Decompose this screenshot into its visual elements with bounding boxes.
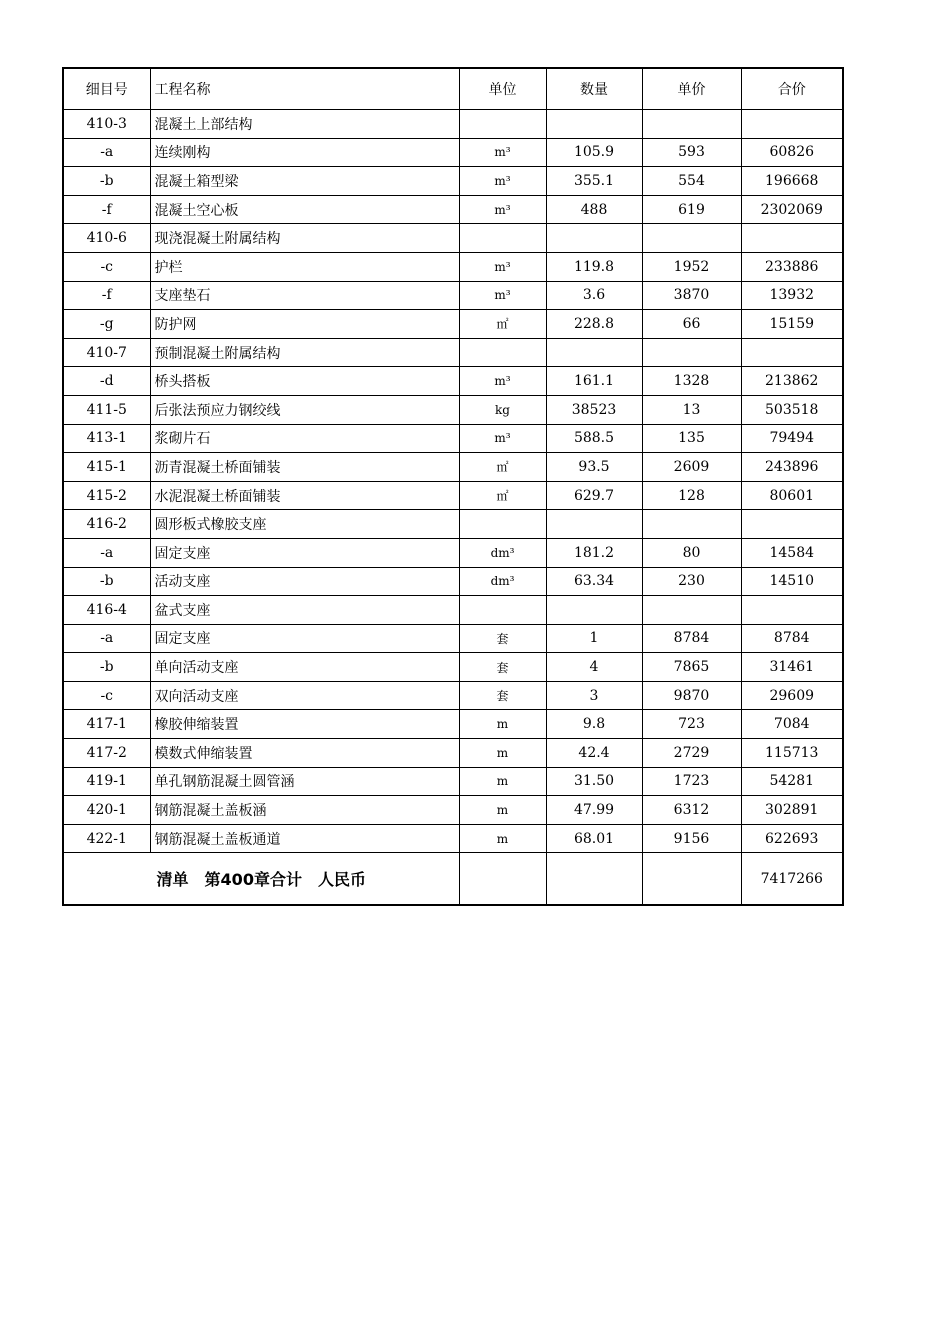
cell-name: 橡胶伸缩装置 bbox=[150, 710, 459, 739]
table-row bbox=[63, 338, 843, 367]
cell-name: 固定支座 bbox=[150, 624, 459, 653]
cell-code: -d bbox=[63, 367, 150, 396]
table-row bbox=[63, 624, 843, 653]
cell-qty bbox=[546, 224, 642, 253]
cell-qty: 3.6 bbox=[546, 281, 642, 310]
cell-qty: 105.9 bbox=[546, 138, 642, 167]
cell-name: 钢筋混凝土盖板通道 bbox=[150, 824, 459, 853]
cell-name: 沥青混凝土桥面铺装 bbox=[150, 453, 459, 482]
cell-qty bbox=[546, 110, 642, 139]
cell-qty: 488 bbox=[546, 195, 642, 224]
cell-amount: 13932 bbox=[741, 281, 843, 310]
cell-qty: 181.2 bbox=[546, 538, 642, 567]
cell-amount: 243896 bbox=[741, 453, 843, 482]
cell-amount: 29609 bbox=[741, 681, 843, 710]
cell-qty: 228.8 bbox=[546, 310, 642, 339]
cell-code: -a bbox=[63, 138, 150, 167]
cell-code: 417-1 bbox=[63, 710, 150, 739]
cell-unit: m³ bbox=[459, 281, 546, 310]
cell-qty: 38523 bbox=[546, 395, 642, 424]
cell-name: 水泥混凝土桥面铺装 bbox=[150, 481, 459, 510]
cell-name: 单孔钢筋混凝土圆管涵 bbox=[150, 767, 459, 796]
cell-code: -a bbox=[63, 538, 150, 567]
cell-amount: 15159 bbox=[741, 310, 843, 339]
cell-name: 护栏 bbox=[150, 252, 459, 281]
table-row bbox=[63, 567, 843, 596]
cell-unit: dm³ bbox=[459, 538, 546, 567]
cell-name: 混凝土空心板 bbox=[150, 195, 459, 224]
cell-qty: 355.1 bbox=[546, 167, 642, 196]
cell-unit: dm³ bbox=[459, 567, 546, 596]
header-row bbox=[63, 68, 843, 110]
cell-qty bbox=[546, 596, 642, 625]
cell-name: 防护网 bbox=[150, 310, 459, 339]
table-row bbox=[63, 453, 843, 482]
cell-price bbox=[642, 510, 741, 539]
cell-unit: m³ bbox=[459, 195, 546, 224]
cell-price: 3870 bbox=[642, 281, 741, 310]
cell-amount: 31461 bbox=[741, 653, 843, 682]
cell-qty: 1 bbox=[546, 624, 642, 653]
cell-unit: m³ bbox=[459, 424, 546, 453]
cell-code: 415-1 bbox=[63, 453, 150, 482]
total-label: 清单 第400章合计 人民币 bbox=[63, 853, 459, 906]
header-code: 细目号 bbox=[63, 68, 150, 110]
cell-name: 混凝土上部结构 bbox=[150, 110, 459, 139]
cell-code: 410-6 bbox=[63, 224, 150, 253]
cell-amount: 622693 bbox=[741, 824, 843, 853]
table-row bbox=[63, 596, 843, 625]
cell-price bbox=[642, 224, 741, 253]
cell-amount: 60826 bbox=[741, 138, 843, 167]
cell-unit: m bbox=[459, 796, 546, 825]
cell-unit: m³ bbox=[459, 252, 546, 281]
cell-qty: 63.34 bbox=[546, 567, 642, 596]
cell-price: 128 bbox=[642, 481, 741, 510]
cell-name: 单向活动支座 bbox=[150, 653, 459, 682]
cell-amount: 80601 bbox=[741, 481, 843, 510]
cell-code: -f bbox=[63, 195, 150, 224]
cell-amount: 213862 bbox=[741, 367, 843, 396]
cell-price: 1723 bbox=[642, 767, 741, 796]
table-row bbox=[63, 510, 843, 539]
cell-code: -b bbox=[63, 567, 150, 596]
header-unit: 单位 bbox=[459, 68, 546, 110]
cell-price: 554 bbox=[642, 167, 741, 196]
table-row bbox=[63, 195, 843, 224]
cell-price: 230 bbox=[642, 567, 741, 596]
cell-unit: kg bbox=[459, 395, 546, 424]
cell-unit: 套 bbox=[459, 681, 546, 710]
cell-amount: 14584 bbox=[741, 538, 843, 567]
cell-name: 活动支座 bbox=[150, 567, 459, 596]
cell-price: 6312 bbox=[642, 796, 741, 825]
cell-unit bbox=[459, 110, 546, 139]
cell-qty: 47.99 bbox=[546, 796, 642, 825]
cell-price: 135 bbox=[642, 424, 741, 453]
table-row bbox=[63, 481, 843, 510]
table-row bbox=[63, 739, 843, 768]
cell-qty: 161.1 bbox=[546, 367, 642, 396]
cell-unit: m bbox=[459, 767, 546, 796]
cell-qty: 4 bbox=[546, 653, 642, 682]
cell-qty bbox=[546, 510, 642, 539]
cell-unit: ㎡ bbox=[459, 481, 546, 510]
cell-amount: 14510 bbox=[741, 567, 843, 596]
cell-unit bbox=[459, 338, 546, 367]
cell-name: 浆砌片石 bbox=[150, 424, 459, 453]
cell-price: 8784 bbox=[642, 624, 741, 653]
cell-code: 415-2 bbox=[63, 481, 150, 510]
table-row bbox=[63, 824, 843, 853]
cell-price: 9870 bbox=[642, 681, 741, 710]
cell-price: 2609 bbox=[642, 453, 741, 482]
cell-amount bbox=[741, 224, 843, 253]
cell-code: 416-2 bbox=[63, 510, 150, 539]
cell-price: 7865 bbox=[642, 653, 741, 682]
cell-qty: 588.5 bbox=[546, 424, 642, 453]
cell-amount: 196668 bbox=[741, 167, 843, 196]
cell-amount: 2302069 bbox=[741, 195, 843, 224]
cell-code: 417-2 bbox=[63, 739, 150, 768]
cell-price: 13 bbox=[642, 395, 741, 424]
total-row bbox=[63, 853, 843, 906]
cell-code: -a bbox=[63, 624, 150, 653]
table-row bbox=[63, 424, 843, 453]
cell-unit bbox=[459, 510, 546, 539]
cell-code: -b bbox=[63, 653, 150, 682]
cell-unit: m bbox=[459, 739, 546, 768]
cell-unit: m³ bbox=[459, 138, 546, 167]
cell-amount: 8784 bbox=[741, 624, 843, 653]
cell-code: 422-1 bbox=[63, 824, 150, 853]
cell-name: 支座垫石 bbox=[150, 281, 459, 310]
cell-amount: 79494 bbox=[741, 424, 843, 453]
cell-qty: 629.7 bbox=[546, 481, 642, 510]
table-row bbox=[63, 710, 843, 739]
cell-price: 723 bbox=[642, 710, 741, 739]
table-row bbox=[63, 538, 843, 567]
cell-name: 模数式伸缩装置 bbox=[150, 739, 459, 768]
cell-name: 圆形板式橡胶支座 bbox=[150, 510, 459, 539]
cell-code: 410-3 bbox=[63, 110, 150, 139]
cell-code: -f bbox=[63, 281, 150, 310]
bill-of-quantities-table bbox=[62, 67, 844, 906]
table-row bbox=[63, 367, 843, 396]
cell-unit: m bbox=[459, 824, 546, 853]
cell-code: -g bbox=[63, 310, 150, 339]
cell-price: 2729 bbox=[642, 739, 741, 768]
cell-unit: m³ bbox=[459, 167, 546, 196]
cell-price bbox=[642, 338, 741, 367]
cell-name: 现浇混凝土附属结构 bbox=[150, 224, 459, 253]
cell-code: 410-7 bbox=[63, 338, 150, 367]
cell-amount: 302891 bbox=[741, 796, 843, 825]
cell-unit bbox=[459, 224, 546, 253]
cell-unit: m bbox=[459, 710, 546, 739]
table-row bbox=[63, 395, 843, 424]
table-row bbox=[63, 681, 843, 710]
cell-price: 593 bbox=[642, 138, 741, 167]
cell-code: -b bbox=[63, 167, 150, 196]
cell-amount bbox=[741, 338, 843, 367]
total-qty bbox=[546, 853, 642, 906]
cell-price: 1328 bbox=[642, 367, 741, 396]
table-row bbox=[63, 653, 843, 682]
cell-unit: ㎡ bbox=[459, 453, 546, 482]
cell-code: -c bbox=[63, 681, 150, 710]
cell-code: 420-1 bbox=[63, 796, 150, 825]
cell-amount: 7084 bbox=[741, 710, 843, 739]
cell-code: 413-1 bbox=[63, 424, 150, 453]
cell-code: 411-5 bbox=[63, 395, 150, 424]
total-unit bbox=[459, 853, 546, 906]
cell-amount bbox=[741, 510, 843, 539]
cell-amount: 503518 bbox=[741, 395, 843, 424]
cell-name: 钢筋混凝土盖板涵 bbox=[150, 796, 459, 825]
cell-price: 9156 bbox=[642, 824, 741, 853]
cell-name: 预制混凝土附属结构 bbox=[150, 338, 459, 367]
header-qty: 数量 bbox=[546, 68, 642, 110]
cell-name: 固定支座 bbox=[150, 538, 459, 567]
cell-code: 419-1 bbox=[63, 767, 150, 796]
header-amount: 合价 bbox=[741, 68, 843, 110]
cell-unit: 套 bbox=[459, 653, 546, 682]
table-row bbox=[63, 796, 843, 825]
table-row bbox=[63, 167, 843, 196]
cell-price: 80 bbox=[642, 538, 741, 567]
table-row bbox=[63, 224, 843, 253]
cell-unit: m³ bbox=[459, 367, 546, 396]
table-row bbox=[63, 281, 843, 310]
cell-amount: 233886 bbox=[741, 252, 843, 281]
total-price bbox=[642, 853, 741, 906]
cell-qty: 93.5 bbox=[546, 453, 642, 482]
cell-amount: 54281 bbox=[741, 767, 843, 796]
cell-amount bbox=[741, 596, 843, 625]
table-row bbox=[63, 110, 843, 139]
cell-name: 混凝土箱型梁 bbox=[150, 167, 459, 196]
cell-qty: 119.8 bbox=[546, 252, 642, 281]
cell-unit: 套 bbox=[459, 624, 546, 653]
table-row bbox=[63, 767, 843, 796]
cell-code: 416-4 bbox=[63, 596, 150, 625]
cell-name: 双向活动支座 bbox=[150, 681, 459, 710]
cell-price bbox=[642, 596, 741, 625]
cell-name: 连续刚构 bbox=[150, 138, 459, 167]
cell-qty bbox=[546, 338, 642, 367]
cell-name: 盆式支座 bbox=[150, 596, 459, 625]
total-amount: 7417266 bbox=[741, 853, 843, 906]
cell-qty: 9.8 bbox=[546, 710, 642, 739]
cell-price bbox=[642, 110, 741, 139]
cell-name: 后张法预应力钢绞线 bbox=[150, 395, 459, 424]
cell-price: 66 bbox=[642, 310, 741, 339]
header-name: 工程名称 bbox=[150, 68, 459, 110]
cell-qty: 31.50 bbox=[546, 767, 642, 796]
table-row bbox=[63, 138, 843, 167]
cell-unit: ㎡ bbox=[459, 310, 546, 339]
table-row bbox=[63, 310, 843, 339]
header-price: 单价 bbox=[642, 68, 741, 110]
cell-qty: 68.01 bbox=[546, 824, 642, 853]
cell-amount: 115713 bbox=[741, 739, 843, 768]
cell-unit bbox=[459, 596, 546, 625]
cell-price: 1952 bbox=[642, 252, 741, 281]
cell-name: 桥头搭板 bbox=[150, 367, 459, 396]
cell-price: 619 bbox=[642, 195, 741, 224]
table-row bbox=[63, 252, 843, 281]
cell-qty: 3 bbox=[546, 681, 642, 710]
cell-amount bbox=[741, 110, 843, 139]
cell-code: -c bbox=[63, 252, 150, 281]
cell-qty: 42.4 bbox=[546, 739, 642, 768]
